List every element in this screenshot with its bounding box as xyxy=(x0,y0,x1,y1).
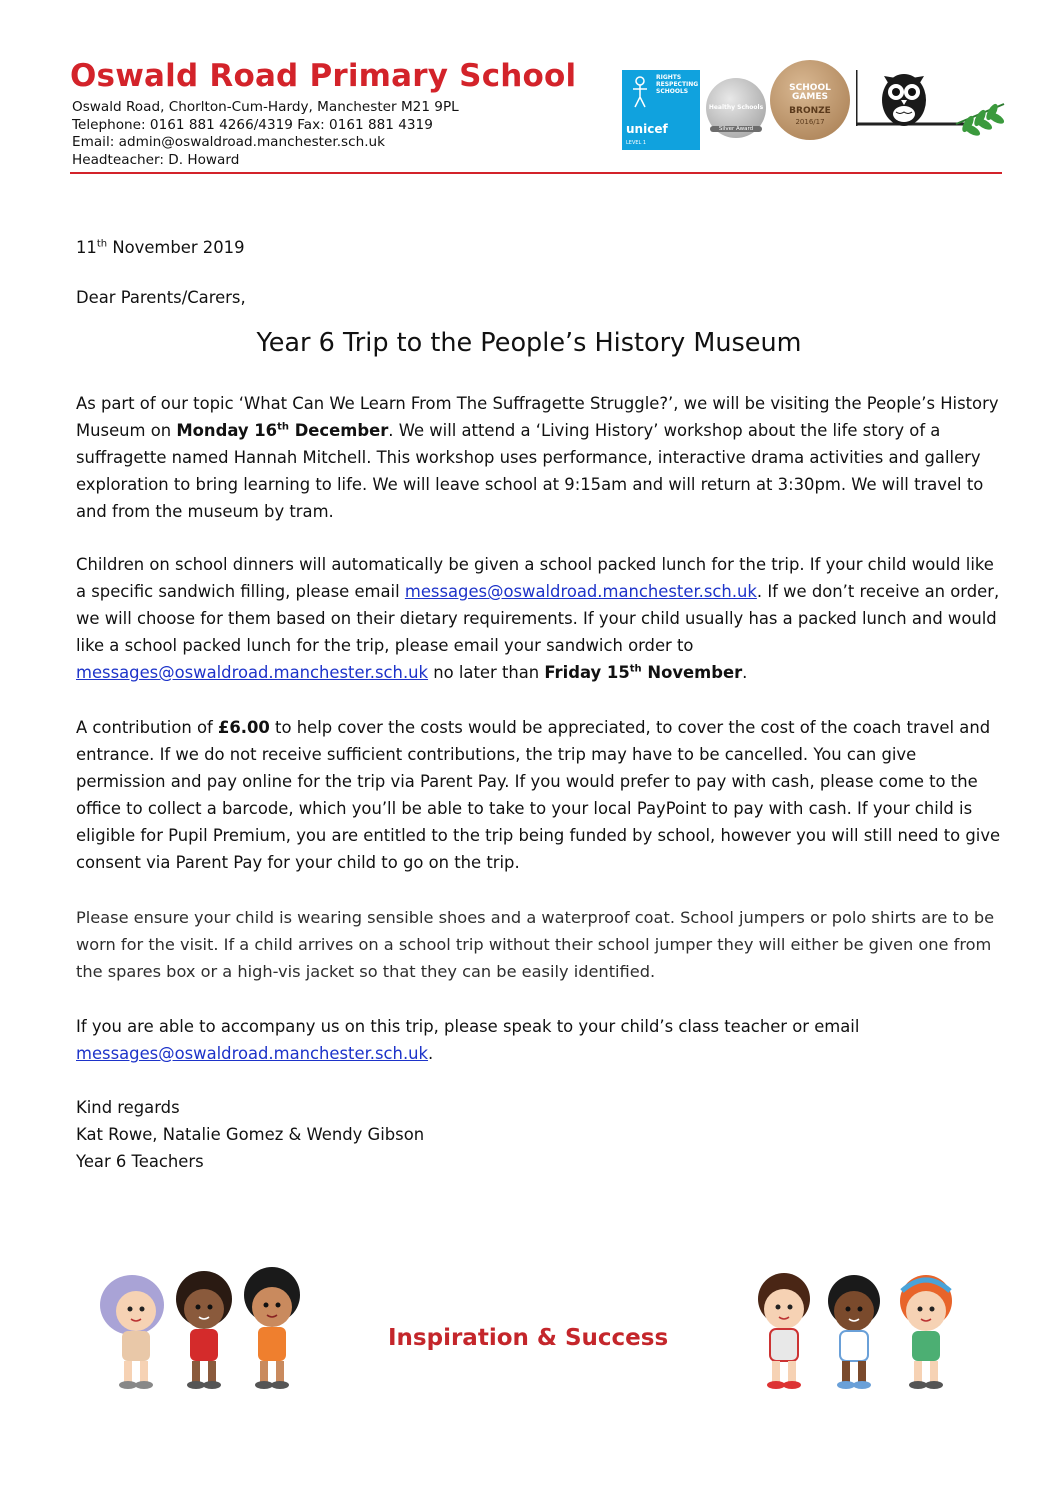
email-link[interactable]: messages@oswaldroad.manchester.sch.uk xyxy=(76,663,429,682)
owl-branch-logo-icon xyxy=(856,64,1006,144)
school-telephone: Telephone: 0161 881 4266/4319 Fax: 0161 881 4319 xyxy=(72,116,433,133)
paragraph-packed-lunch: Children on school dinners will automatically be given a school packed lunch for the trip. If your child would like a specific sandwich filling, please email messages@oswaldroad.manchester.sch.uk. If we don’t receive an order, we will choose for them based on their dietary requirements. If your child usually has a packed lunch and would like a school packed lunch for the trip, please email your sandwich order to messages@oswaldroad.manchester.sch.uk no later than Friday 15th November. xyxy=(76,555,1000,682)
healthy-schools-text: Healthy Schools xyxy=(708,104,764,111)
rights-respecting-figures-icon xyxy=(625,73,655,109)
paragraph-uniform: Please ensure your child is wearing sensible shoes and a waterproof coat. School jumpers or polo shirts are to be worn for the visit. If a child arrives on a school trip without their school jumper they will either be given one from the spares box or a high-vis jacket so that they can be easily identified. xyxy=(76,908,995,981)
silver-award-text: Silver Award xyxy=(710,126,762,132)
cartoon-children-left-icon xyxy=(96,1265,316,1395)
school-games-year: 2016/17 xyxy=(795,118,825,126)
paragraph-trip-details: As part of our topic ‘What Can We Learn From The Suffragette Struggle?’, we will be visiting the People’s History Museum on Monday 16th December. We will attend a ‘Living History’ workshop about the life story of a suffragette named Hannah Mitchell. This workshop uses performance, interactive drama activities and gallery exploration to bring learning to life. We will leave school at 9:15am and will return at 3:30pm. We will travel to and from the museum by tram. xyxy=(76,394,999,521)
headteacher: Headteacher: D. Howard xyxy=(72,151,240,168)
closing: Kind regards xyxy=(76,1098,180,1117)
signoff xyxy=(76,1094,1006,1175)
school-motto: Inspiration & Success xyxy=(388,1325,669,1351)
cartoon-children-right-icon xyxy=(748,1265,968,1395)
school-games-text: SCHOOL GAMES xyxy=(789,83,831,102)
paragraph-contribution: A contribution of £6.00 to help cover the costs would be appreciated, to cover the cost of the coach travel and entrance. If we do not receive sufficient contributions, the trip may have to be cancelled. You can give permission and pay online for the trip via Parent Pay. If you would prefer to pay with cash, please come to the office to collect a barcode, which you’ll be able to take to your local PayPoint to pay with cash. If your child is eligible for Pupil Premium, you are entitled to the trip being funded by school, however you will still need to give consent via Parent Pay for your child to go on the trip. xyxy=(76,718,1001,872)
email-link[interactable]: messages@oswaldroad.manchester.sch.uk xyxy=(76,1044,429,1063)
school-contact-block xyxy=(72,99,459,169)
school-address: Oswald Road, Chorlton-Cum-Hardy, Manchester M21 9PL xyxy=(72,99,459,115)
contribution-amount: £6.00 xyxy=(217,718,270,737)
school-email: Email: admin@oswaldroad.manchester.sch.uk xyxy=(72,134,386,150)
rrs-level: LEVEL 1 xyxy=(626,140,647,146)
signatories: Kat Rowe, Natalie Gomez & Wendy Gibson xyxy=(76,1125,425,1144)
rights-respecting-badge xyxy=(622,70,700,150)
school-games-badge xyxy=(770,60,850,140)
letter-title: Year 6 Trip to the People’s History Museum xyxy=(256,328,802,358)
paragraph-accompany: If you are able to accompany us on this trip, please speak to your child’s class teacher or email messages@oswaldroad.manchester.sch.uk. xyxy=(76,1017,860,1063)
school-name: Oswald Road Primary School xyxy=(70,58,577,94)
salutation: Dear Parents/Carers, xyxy=(76,288,246,307)
header-divider xyxy=(70,172,1002,174)
healthy-schools-badge xyxy=(706,78,766,138)
bronze-text: BRONZE xyxy=(789,106,831,116)
trip-date: Monday 16th December xyxy=(176,421,389,440)
unicef-wordmark: unicef xyxy=(626,122,668,136)
rights-respecting-text: RIGHTS RESPECTING SCHOOLS xyxy=(656,74,699,95)
signatory-role: Year 6 Teachers xyxy=(76,1152,204,1171)
letter-date: 11th November 2019 xyxy=(76,238,245,257)
lunch-deadline: Friday 15th November xyxy=(544,663,743,682)
email-link[interactable]: messages@oswaldroad.manchester.sch.uk xyxy=(404,582,757,601)
